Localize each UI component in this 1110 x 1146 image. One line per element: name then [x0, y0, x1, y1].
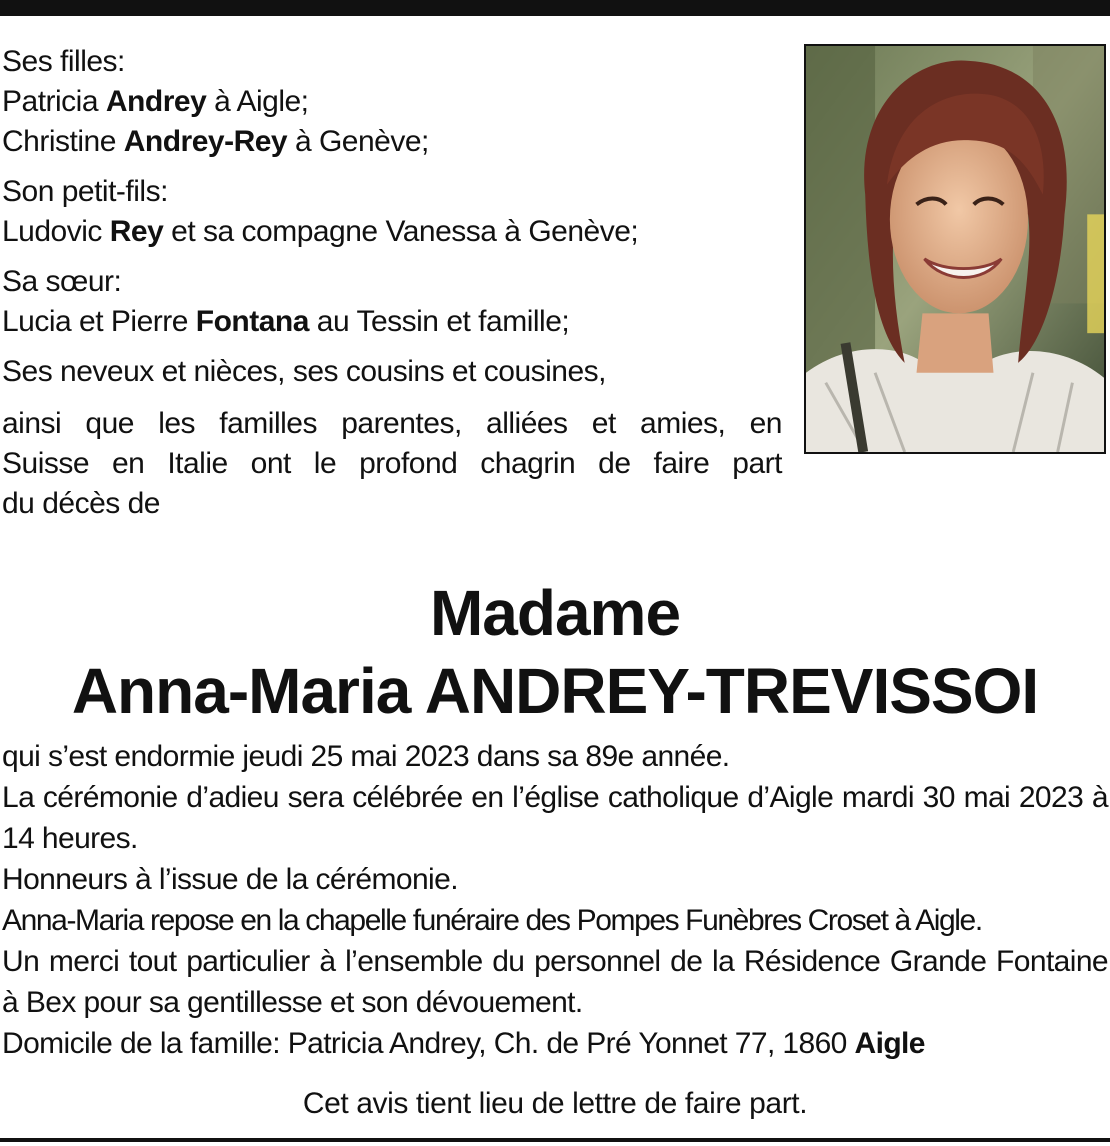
honours-line: Honneurs à l’issue de la cérémonie.: [2, 863, 458, 896]
closing-paragraph: [2, 404, 782, 524]
grandson-group: [2, 172, 782, 252]
footer-note: Cet avis tient lieu de lettre de faire part.: [302, 1087, 808, 1120]
daughter-1: Patricia Andrey à Aigle;: [2, 85, 309, 118]
closing-line-1: ainsi que les familles parentes, alliées et amies, en: [2, 407, 782, 440]
chapel-line: Anna-Maria repose en la chapelle funéraire des Pompes Funèbres Croset à Aigle.: [2, 904, 982, 937]
title-madame: Madame: [429, 577, 681, 649]
domicile-city: Aigle: [854, 1027, 925, 1060]
daughter-2: Christine Andrey-Rey à Genève;: [2, 125, 429, 158]
family-list: [2, 42, 782, 524]
domicile-line: Domicile de la famille: Patricia Andrey, Ch. de Pré Yonnet 77, 1860 Aigle: [2, 1027, 925, 1060]
grandson-heading: Son petit-fils:: [2, 175, 168, 208]
ceremony-line: La cérémonie d’adieu sera célébrée en l’église catholique d’Aigle mardi 30 mai 2023 à 14 heures.: [2, 781, 1108, 855]
closing-line-2: Suisse en Italie ont le profond chagrin de faire part: [2, 447, 782, 480]
nephews-group: [2, 352, 782, 392]
details-paragraph: [2, 736, 1108, 1064]
deceased-name: Anna-Maria ANDREY-TREVISSOI: [71, 655, 1039, 727]
top-rule: [0, 0, 1110, 16]
bottom-rule: [0, 1138, 1110, 1142]
grandson: Ludovic Rey et sa compagne Vanessa à Genève;: [2, 215, 639, 248]
passing-line: qui s’est endormie jeudi 25 mai 2023 dans sa 89e année.: [2, 740, 730, 773]
portrait-photo: [804, 44, 1106, 454]
sister-group: [2, 262, 782, 342]
daughters-group: [2, 42, 782, 162]
daughters-heading: Ses filles:: [2, 45, 125, 78]
closing-line-3: du décès de: [2, 487, 160, 520]
nephews-line: Ses neveux et nièces, ses cousins et cousines,: [2, 355, 607, 388]
thanks-line: Un merci tout particulier à l’ensemble du personnel de la Résidence Grande Fontaine à Bex pour sa gentillesse et son dévouement.: [2, 945, 1108, 1019]
sister-heading: Sa sœur:: [2, 265, 122, 298]
portrait-photo-icon: [806, 46, 1104, 452]
sister: Lucia et Pierre Fontana au Tessin et famille;: [2, 305, 570, 338]
